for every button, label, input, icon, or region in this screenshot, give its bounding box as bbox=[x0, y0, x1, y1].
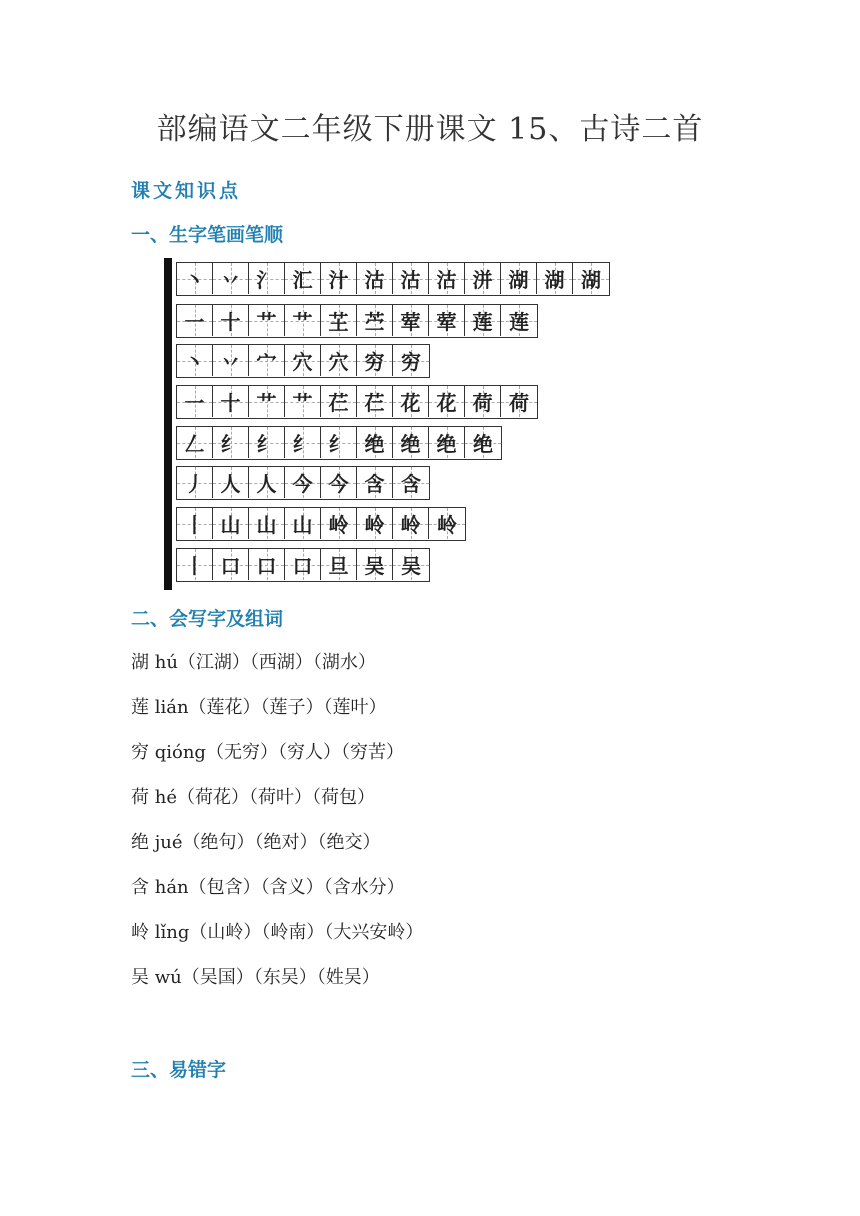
stroke-glyph: 丶 bbox=[184, 268, 205, 292]
stroke-cell bbox=[537, 263, 573, 294]
stroke-glyph: 芏 bbox=[328, 310, 349, 334]
stroke-glyph: 口 bbox=[292, 554, 313, 578]
stroke-glyph: 氵 bbox=[256, 268, 277, 292]
stroke-glyph: 纟 bbox=[292, 432, 313, 456]
stroke-glyph: 十 bbox=[220, 391, 241, 415]
stroke-glyph: 荷 bbox=[509, 391, 529, 415]
stroke-cell bbox=[249, 263, 285, 294]
stroke-cell bbox=[285, 345, 321, 376]
section-heading-words: 二、会写字及组词 bbox=[131, 608, 284, 630]
stroke-cell bbox=[465, 263, 501, 294]
stroke-cell bbox=[285, 263, 321, 294]
stroke-cell bbox=[429, 305, 465, 336]
stroke-glyph: 山 bbox=[256, 513, 277, 537]
stroke-glyph: 绝 bbox=[364, 432, 385, 456]
stroke-glyph: 人 bbox=[220, 472, 241, 496]
stroke-row bbox=[176, 385, 538, 419]
stroke-cell bbox=[357, 427, 393, 458]
stroke-cell bbox=[321, 263, 357, 294]
stroke-glyph: 丷 bbox=[220, 350, 241, 374]
page-title: 部编语文二年级下册课文 15、古诗二首 bbox=[156, 112, 704, 147]
stroke-cell bbox=[177, 386, 213, 417]
stroke-glyph: 含 bbox=[401, 472, 421, 496]
stroke-cell bbox=[357, 263, 393, 294]
stroke-cell bbox=[465, 305, 501, 336]
stroke-cell bbox=[249, 549, 285, 580]
stroke-glyph: 沽 bbox=[364, 268, 385, 292]
word-line: 吴 wú（吴国）（东吴）（姓吴） bbox=[131, 967, 380, 988]
stroke-glyph: 苎 bbox=[364, 310, 385, 334]
stroke-cell bbox=[249, 427, 285, 458]
stroke-cell bbox=[213, 305, 249, 336]
stroke-glyph: 沽 bbox=[400, 268, 421, 292]
stroke-cell bbox=[393, 427, 429, 458]
stroke-glyph: 纟 bbox=[256, 432, 277, 456]
stroke-row bbox=[176, 304, 538, 338]
stroke-cell bbox=[357, 386, 393, 417]
stroke-glyph: 一 bbox=[184, 391, 205, 415]
word-line: 穷 qióng（无穷）（穷人）（穷苦） bbox=[131, 742, 404, 763]
stroke-glyph: 宀 bbox=[256, 350, 277, 374]
stroke-cell bbox=[249, 467, 285, 498]
stroke-glyph: 吴 bbox=[401, 554, 421, 578]
stroke-cell bbox=[177, 467, 213, 498]
word-line: 岭 lǐng（山岭）（岭南）（大兴安岭） bbox=[131, 922, 424, 943]
stroke-cell bbox=[177, 345, 213, 376]
stroke-cell bbox=[393, 467, 429, 498]
stroke-cell bbox=[213, 386, 249, 417]
stroke-glyph: 岭 bbox=[437, 513, 457, 537]
stroke-glyph: 艹 bbox=[292, 310, 313, 334]
stroke-cell bbox=[249, 508, 285, 539]
stroke-glyph: 汇 bbox=[292, 268, 313, 292]
stroke-cell bbox=[321, 386, 357, 417]
stroke-glyph: 含 bbox=[364, 472, 385, 496]
stroke-cell bbox=[177, 549, 213, 580]
stroke-cell bbox=[393, 508, 429, 539]
stroke-glyph: 纟 bbox=[328, 432, 349, 456]
stroke-cell bbox=[501, 305, 537, 336]
stroke-row bbox=[176, 262, 610, 296]
stroke-glyph: 绝 bbox=[400, 432, 421, 456]
stroke-row bbox=[176, 507, 466, 541]
stroke-cell bbox=[285, 508, 321, 539]
stroke-cell bbox=[465, 427, 501, 458]
stroke-glyph: 穷 bbox=[401, 350, 421, 374]
stroke-cell bbox=[429, 427, 465, 458]
word-line: 莲 lián（莲花）（莲子）（莲叶） bbox=[131, 697, 387, 718]
stroke-glyph: 丨 bbox=[184, 554, 205, 578]
stroke-glyph: 山 bbox=[292, 513, 313, 537]
stroke-glyph: 人 bbox=[256, 472, 277, 496]
section-heading-error-prone: 三、易错字 bbox=[131, 1059, 227, 1081]
stroke-glyph: 今 bbox=[292, 472, 313, 496]
figure-left-bar bbox=[164, 258, 172, 590]
stroke-glyph: 丨 bbox=[184, 513, 205, 537]
stroke-glyph: 丿 bbox=[184, 472, 205, 496]
stroke-glyph: 纟 bbox=[220, 432, 241, 456]
stroke-row bbox=[176, 344, 430, 378]
word-line: 含 hán（包含）（含义）（含水分） bbox=[131, 877, 405, 898]
stroke-glyph: 汁 bbox=[328, 268, 349, 292]
stroke-cell bbox=[249, 386, 285, 417]
stroke-cell bbox=[321, 305, 357, 336]
stroke-cell bbox=[213, 427, 249, 458]
section-heading-knowledge: 课文知识点 bbox=[131, 180, 242, 202]
stroke-glyph: 莲 bbox=[472, 310, 493, 334]
stroke-cell bbox=[177, 263, 213, 294]
stroke-cell bbox=[321, 427, 357, 458]
stroke-glyph: 花 bbox=[400, 391, 421, 415]
word-line: 绝 jué（绝句）（绝对）（绝交） bbox=[131, 832, 381, 853]
stroke-cell bbox=[393, 345, 429, 376]
stroke-glyph: 湖 bbox=[581, 268, 601, 292]
stroke-glyph: 湖 bbox=[544, 268, 565, 292]
section-heading-stroke-order: 一、生字笔画笔顺 bbox=[131, 224, 284, 246]
stroke-cell bbox=[321, 549, 357, 580]
stroke-cell bbox=[285, 305, 321, 336]
stroke-glyph: 穴 bbox=[292, 350, 313, 374]
stroke-cell bbox=[213, 263, 249, 294]
stroke-cell bbox=[213, 549, 249, 580]
stroke-glyph: 丷 bbox=[220, 268, 241, 292]
stroke-cell bbox=[321, 508, 357, 539]
stroke-cell bbox=[393, 549, 429, 580]
stroke-glyph: 湖 bbox=[508, 268, 529, 292]
word-list bbox=[131, 648, 423, 1008]
stroke-cell bbox=[501, 386, 537, 417]
stroke-cell bbox=[429, 263, 465, 294]
stroke-cell bbox=[213, 467, 249, 498]
stroke-cell bbox=[357, 467, 393, 498]
stroke-glyph: 丶 bbox=[184, 350, 205, 374]
stroke-cell bbox=[177, 508, 213, 539]
stroke-row bbox=[176, 426, 502, 460]
stroke-cell bbox=[177, 427, 213, 458]
stroke-cell bbox=[429, 508, 465, 539]
stroke-glyph: 沽 bbox=[436, 268, 457, 292]
stroke-glyph: 荤 bbox=[400, 310, 421, 334]
stroke-glyph: 岭 bbox=[400, 513, 421, 537]
stroke-glyph: 荤 bbox=[436, 310, 457, 334]
stroke-cell bbox=[213, 508, 249, 539]
stroke-glyph: 艹 bbox=[292, 391, 313, 415]
stroke-glyph: 穷 bbox=[364, 350, 385, 374]
stroke-cell bbox=[357, 345, 393, 376]
stroke-cell bbox=[285, 549, 321, 580]
stroke-glyph: 口 bbox=[256, 554, 277, 578]
stroke-cell bbox=[249, 345, 285, 376]
stroke-glyph: 口 bbox=[220, 554, 241, 578]
stroke-row bbox=[176, 466, 430, 500]
stroke-glyph: 绝 bbox=[436, 432, 457, 456]
stroke-cell bbox=[501, 263, 537, 294]
word-line: 湖 hú（江湖）（西湖）（湖水） bbox=[131, 652, 376, 673]
stroke-cell bbox=[177, 305, 213, 336]
stroke-glyph: 绝 bbox=[473, 432, 493, 456]
stroke-glyph: 洴 bbox=[472, 268, 493, 292]
stroke-cell bbox=[357, 305, 393, 336]
stroke-glyph: 吴 bbox=[364, 554, 385, 578]
stroke-cell bbox=[285, 427, 321, 458]
stroke-cell bbox=[429, 386, 465, 417]
stroke-cell bbox=[393, 386, 429, 417]
stroke-glyph: 旦 bbox=[328, 554, 349, 578]
stroke-glyph: 荷 bbox=[472, 391, 493, 415]
stroke-glyph: 今 bbox=[328, 472, 349, 496]
stroke-cell bbox=[393, 263, 429, 294]
stroke-glyph: 岭 bbox=[364, 513, 385, 537]
stroke-glyph: 艹 bbox=[256, 310, 277, 334]
stroke-cell bbox=[357, 508, 393, 539]
stroke-glyph: 芢 bbox=[328, 391, 349, 415]
stroke-glyph: 穴 bbox=[328, 350, 349, 374]
stroke-order-figure bbox=[164, 258, 610, 590]
stroke-row bbox=[176, 548, 430, 582]
stroke-cell bbox=[285, 386, 321, 417]
stroke-cell bbox=[285, 467, 321, 498]
stroke-glyph: 艹 bbox=[256, 391, 277, 415]
stroke-cell bbox=[357, 549, 393, 580]
stroke-glyph: 十 bbox=[220, 310, 241, 334]
stroke-glyph: 花 bbox=[436, 391, 457, 415]
stroke-cell bbox=[573, 263, 609, 294]
stroke-cell bbox=[321, 345, 357, 376]
stroke-glyph: 芢 bbox=[364, 391, 385, 415]
stroke-glyph: 岭 bbox=[328, 513, 349, 537]
word-line: 荷 hé（荷花）（荷叶）（荷包） bbox=[131, 787, 375, 808]
stroke-cell bbox=[249, 305, 285, 336]
stroke-cell bbox=[393, 305, 429, 336]
stroke-cell bbox=[321, 467, 357, 498]
stroke-glyph: 一 bbox=[184, 310, 205, 334]
stroke-cell bbox=[213, 345, 249, 376]
stroke-glyph: 𠃋 bbox=[184, 432, 205, 456]
stroke-glyph: 山 bbox=[220, 513, 241, 537]
stroke-glyph: 莲 bbox=[509, 310, 529, 334]
stroke-cell bbox=[465, 386, 501, 417]
